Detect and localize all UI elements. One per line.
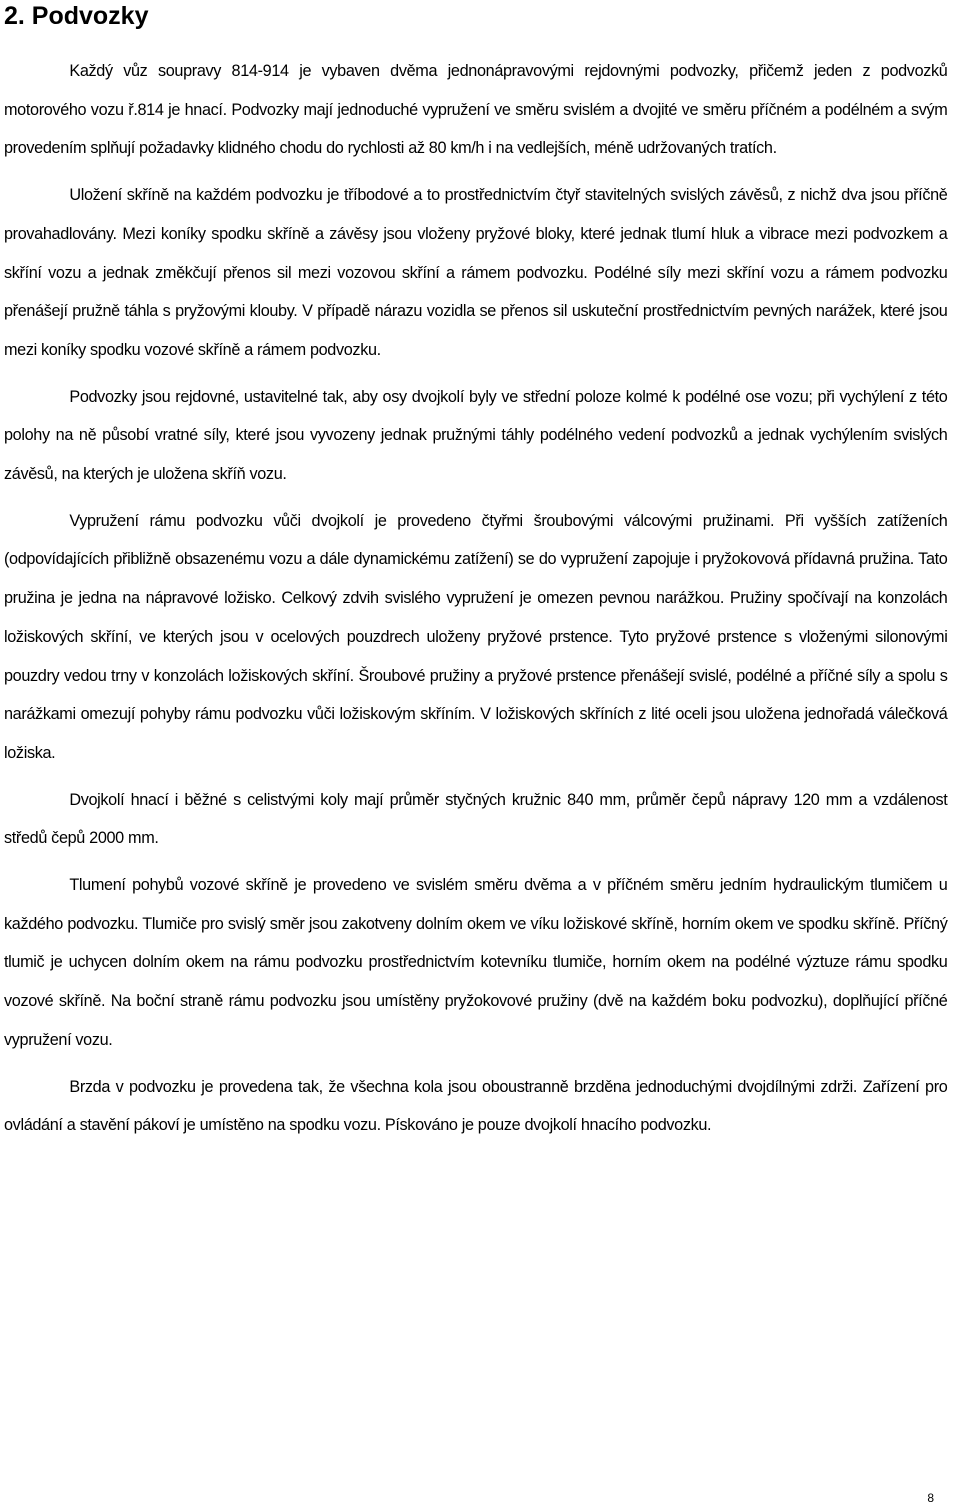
section-heading: 2. Podvozky bbox=[4, 2, 149, 30]
paragraph-5: Dvojkolí hnací i běžné s celistvými koly mají průměr styčných kružnic 840 mm, průměr čepů nápravy 120 mm a vzdálenost středů čepů 2000 mm. bbox=[4, 790, 948, 848]
paragraph-7: Brzda v podvozku je provedena tak, že všechna kola jsou oboustranně brzděna jednoduchými dvojdílnými zdrži. Zařízení pro ovládání a stavění pákoví je umístěno na spodku vozu. Pískováno je pouze dvojkolí hnacího podvozku. bbox=[4, 1077, 948, 1135]
page-number: 8 bbox=[927, 1491, 934, 1505]
paragraph-4: Vypružení rámu podvozku vůči dvojkolí je provedeno čtyřmi šroubovými válcovými pružinami. Při vyšších zatíženích (odpovídajících přibližně obsazenému vozu a dále dynamickému zatížení) se do vypružení zapojuje i pryžokovová přídavná pružina. Tato pružina je jedna na nápravové ložisko. Celkový zdvih svislého vypružení je omezen pevnou narážkou. Pružiny spočívají na konzolách ložiskových skříní, ve kterých jsou v ocelových pouzdrech uloženy pryžové prstence. Tyto pryžové prstence s vloženými silonovými pouzdry vedou trny v konzolách ložiskových skříní. Šroubové pružiny a pryžové prstence přenášejí svislé, podélné a příčné síly a spolu s narážkami omezují pohyby rámu podvozku vůči ložiskovým skříním. V ložiskových skříních z lité oceli jsou uložena jednořadá válečková ložiska. bbox=[4, 511, 948, 762]
paragraph-3: Podvozky jsou rejdovné, ustavitelné tak, aby osy dvojkolí byly ve střední poloze kolmé k podélné ose vozu; při vychýlení z této polohy na ně působí vratné síly, které jsou vyvozeny jednak pružnými táhly podélného vedení podvozků a jednak vychýlením svislých závěsů, na kterých je uložena skříň vozu. bbox=[4, 387, 948, 484]
paragraph-2: Uložení skříně na každém podvozku je tříbodové a to prostřednictvím čtyř stavitelných svislých závěsů, z nichž dva jsou příčně provahadlovány. Mezi koníky spodku skříně a závěsy jsou vloženy pryžové bloky, které jednak tlumí hluk a vibrace mezi podvozkem a skříní vozu a jednak změkčují přenos sil mezi vozovou skříní a rámem podvozku. Podélné síly mezi skříní vozu a rámem podvozku přenášejí pružně táhla s pryžovými klouby. V případě nárazu vozidla se přenos sil uskuteční prostřednictvím pevných narážek, které jsou mezi koníky spodku vozové skříně a rámem podvozku. bbox=[4, 186, 948, 359]
paragraph-1: Každý vůz soupravy 814-914 je vybaven dvěma jednonápravovými rejdovnými podvozky, přičemž jeden z podvozků motorového vozu ř.814 je hnací. Podvozky mají jednoduché vypružení ve směru svislém a dvojité ve směru příčném a podélném a svým provedením splňují požadavky klidného chodu do rychlosti až 80 km/h i na vedlejších, méně udržovaných tratích. bbox=[4, 62, 948, 158]
body-text bbox=[4, 52, 947, 1153]
paragraph-6: Tlumení pohybů vozové skříně je provedeno ve svislém směru dvěma a v příčném směru jedním hydraulickým tlumičem u každého podvozku. Tlumiče pro svislý směr jsou zakotveny dolním okem ve víku ložiskové skříně, horním okem ve spodku skříně. Příčný tlumič je uchycen dolním okem na rámu podvozku prostřednictvím kotevníku tlumiče, horním okem na podélné výztuze rámu spodku vozové skříně. Na boční straně rámu podvozku jsou umístěny pryžokovové pružiny (dvě na každém boku podvozku), doplňující příčné vypružení vozu. bbox=[4, 876, 948, 1049]
